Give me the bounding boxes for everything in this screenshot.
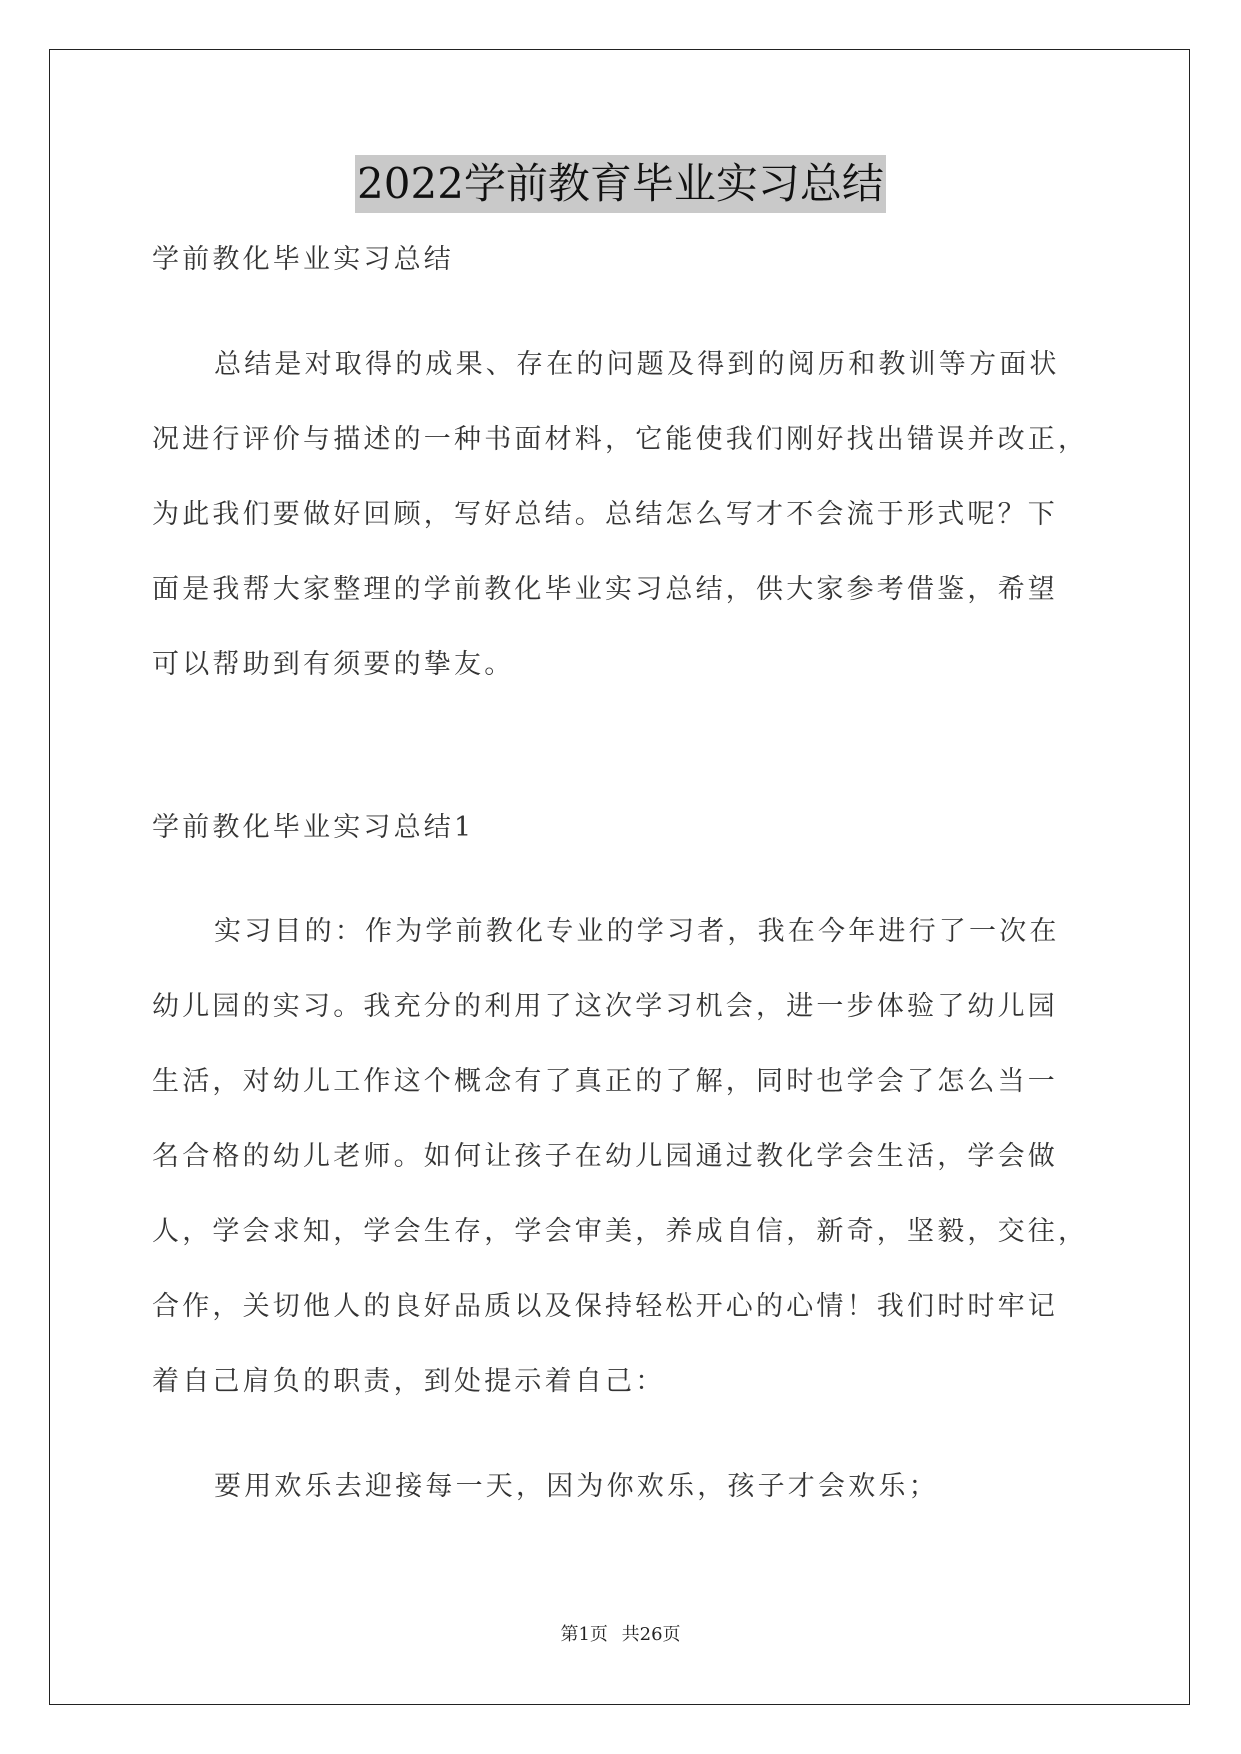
- page-number: 第1页: [560, 1624, 608, 1645]
- page-border: [49, 49, 1190, 1705]
- paragraph-line: 总结是对取得的成果、存在的问题及得到的阅历和教训等方面状: [214, 349, 1060, 380]
- paragraph-line: 况进行评价与描述的一种书面材料，它能使我们刚好找出错误并改正，: [152, 424, 1089, 455]
- paragraph-line: 生活，对幼儿工作这个概念有了真正的了解，同时也学会了怎么当一: [152, 1066, 1058, 1097]
- page-total: 共26页: [621, 1624, 681, 1645]
- paragraph-line: 着自己肩负的职责，到处提示着自己：: [152, 1366, 666, 1397]
- paragraph-line: 为此我们要做好回顾，写好总结。总结怎么写才不会流于形式呢？下: [152, 499, 1058, 530]
- document-title: 2022学前教育毕业实习总结: [355, 155, 886, 213]
- paragraph-line: 人，学会求知，学会生存，学会审美，养成自信，新奇，坚毅，交往，: [152, 1216, 1089, 1247]
- paragraph-line: 名合格的幼儿老师。如何让孩子在幼儿园通过教化学会生活，学会做: [152, 1141, 1058, 1172]
- paragraph-line: 幼儿园的实习。我充分的利用了这次学习机会，进一步体验了幼儿园: [152, 991, 1058, 1022]
- paragraph-line: 面是我帮大家整理的学前教化毕业实习总结，供大家参考借鉴，希望: [152, 574, 1058, 605]
- section-heading: 学前教化毕业实习总结1: [152, 812, 475, 843]
- title-container: [0, 155, 1241, 213]
- document-subtitle: 学前教化毕业实习总结: [152, 244, 454, 275]
- paragraph-line: 实习目的：作为学前教化专业的学习者，我在今年进行了一次在: [214, 916, 1060, 947]
- paragraph-line: 可以帮助到有须要的挚友。: [152, 649, 515, 680]
- paragraph-line: 要用欢乐去迎接每一天，因为你欢乐，孩子才会欢乐；: [214, 1471, 939, 1502]
- paragraph-line: 合作，关切他人的良好品质以及保持轻松开心的心情！我们时时牢记: [152, 1291, 1058, 1322]
- page-footer: [0, 1620, 1241, 1646]
